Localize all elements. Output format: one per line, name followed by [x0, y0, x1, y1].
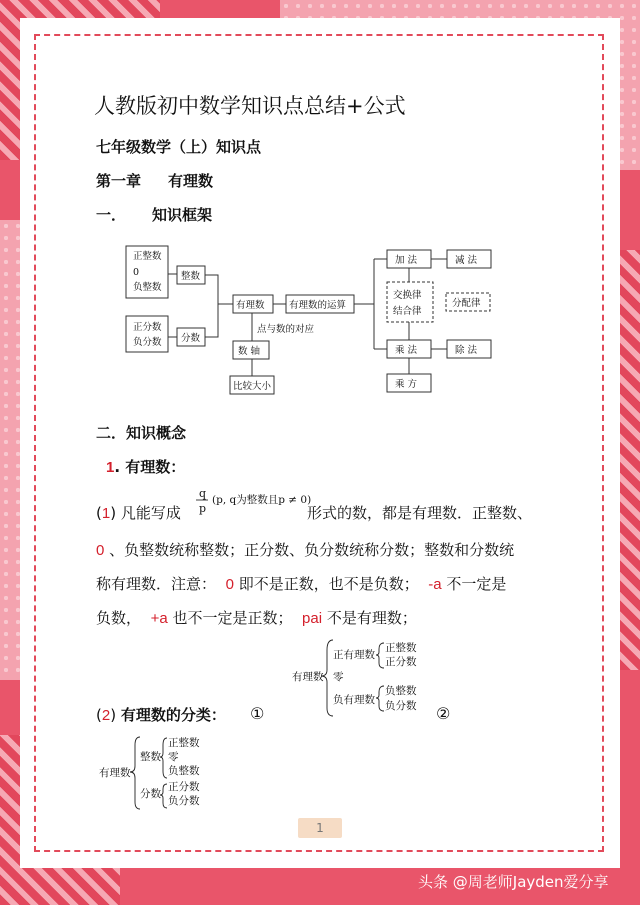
diagram-label: 加 法 [395, 255, 418, 266]
text-run: 称有理数．注意： [96, 575, 217, 593]
class1-pos-int: 正整数 [385, 642, 417, 654]
class2-neg-int: 负整数 [168, 765, 200, 777]
diagram-label: 除 法 [455, 345, 478, 356]
text-run: 也不一定是正数； [172, 609, 293, 627]
class2-pos-int: 正整数 [168, 737, 200, 749]
diagram-label: 点与数的对应 [257, 324, 315, 335]
paragraph-line: 形式的数，都是有理数．正整数、 [307, 504, 533, 522]
diagram-label: 结合律 [393, 306, 422, 317]
point-number: 1 [106, 459, 115, 476]
paragraph-line [96, 607, 417, 628]
section-title: 知识框架 [152, 206, 213, 224]
paragraph-line [96, 573, 506, 594]
red-term: 0 [225, 576, 234, 593]
red-term: -a [428, 576, 442, 593]
class1-pos: 正有理数 [333, 649, 375, 661]
paren-number: 1 [101, 505, 111, 522]
class2-int: 整数 [140, 751, 161, 763]
fraction-denominator: p [199, 502, 207, 515]
class1-zero: 零 [333, 671, 344, 683]
text-run: 不一定是 [446, 575, 507, 593]
diagram-label: 负分数 [133, 337, 162, 348]
class1-pos-frac: 正分数 [385, 656, 417, 668]
paragraph-line: (1) 凡能写成 [96, 504, 181, 522]
chapter-label: 第一章 [96, 172, 142, 190]
red-term: 0 [96, 542, 105, 559]
page-title: 人教版初中数学知识点总结+公式 [94, 94, 406, 118]
watermark: 头条 @周老师Jayden爱分享 [418, 873, 609, 891]
text-run: 即不是正数，也不是负数； [238, 575, 419, 593]
fraction-condition: (p, q为整数且p ≠ 0) [212, 494, 312, 506]
class2-frac: 分数 [140, 788, 161, 800]
section-heading-concepts: 二．知识概念 [96, 424, 187, 442]
paragraph-line [96, 539, 514, 560]
class1-neg-int: 负整数 [385, 685, 417, 697]
diagram-label: 负整数 [133, 282, 162, 293]
class1-neg: 负有理数 [333, 694, 375, 706]
class2-root: 有理数 [99, 767, 131, 779]
circled-number: ② [436, 704, 451, 723]
diagram-label: 数 轴 [238, 346, 261, 357]
class2-neg-frac: 负分数 [168, 795, 200, 807]
class2-zero: 零 [168, 751, 179, 763]
diagram-label: 减 法 [455, 255, 478, 266]
red-term: pai [302, 610, 323, 627]
diagram-label: 整数 [181, 271, 201, 282]
class1-root: 有理数 [292, 671, 324, 683]
diagram-label: 分数 [181, 333, 201, 344]
point-heading [106, 456, 185, 477]
text-run: 不是有理数； [326, 609, 417, 627]
paragraph-line: (2) 有理数的分类： [96, 706, 226, 724]
circled-number: ① [250, 704, 265, 723]
diagram-label: 乘 法 [395, 345, 418, 356]
paren-number: 2 [101, 707, 111, 724]
text-run: 负数， [96, 609, 142, 627]
diagram-label: 分配律 [452, 298, 481, 309]
diagram-label: 0 [133, 267, 140, 278]
red-term: +a [150, 610, 168, 627]
diagram-label: 比较大小 [233, 381, 272, 392]
text-run: 凡能写成 [120, 504, 181, 522]
class2-pos-frac: 正分数 [168, 781, 200, 793]
text-run: 、负整数统称整数；正分数、负分数统称分数；整数和分数统 [109, 541, 515, 559]
chapter-name: 有理数 [168, 172, 214, 190]
text-run: 有理数的分类： [120, 706, 226, 724]
diagram-label: 有理数 [236, 300, 265, 311]
fraction-numerator: q [199, 487, 207, 500]
diagram-label: 有理数的运算 [289, 300, 347, 311]
diagram-label: 乘 方 [395, 379, 418, 390]
diagram-label: 正分数 [133, 322, 162, 333]
page-number: 1 [298, 818, 342, 838]
grade-heading: 七年级数学（上）知识点 [96, 138, 262, 156]
point-text: . 有理数： [114, 458, 186, 476]
section-number: 一． [96, 206, 127, 224]
diagram-label: 正整数 [133, 251, 162, 262]
diagram-label: 交换律 [393, 290, 422, 301]
class1-neg-frac: 负分数 [385, 700, 417, 712]
